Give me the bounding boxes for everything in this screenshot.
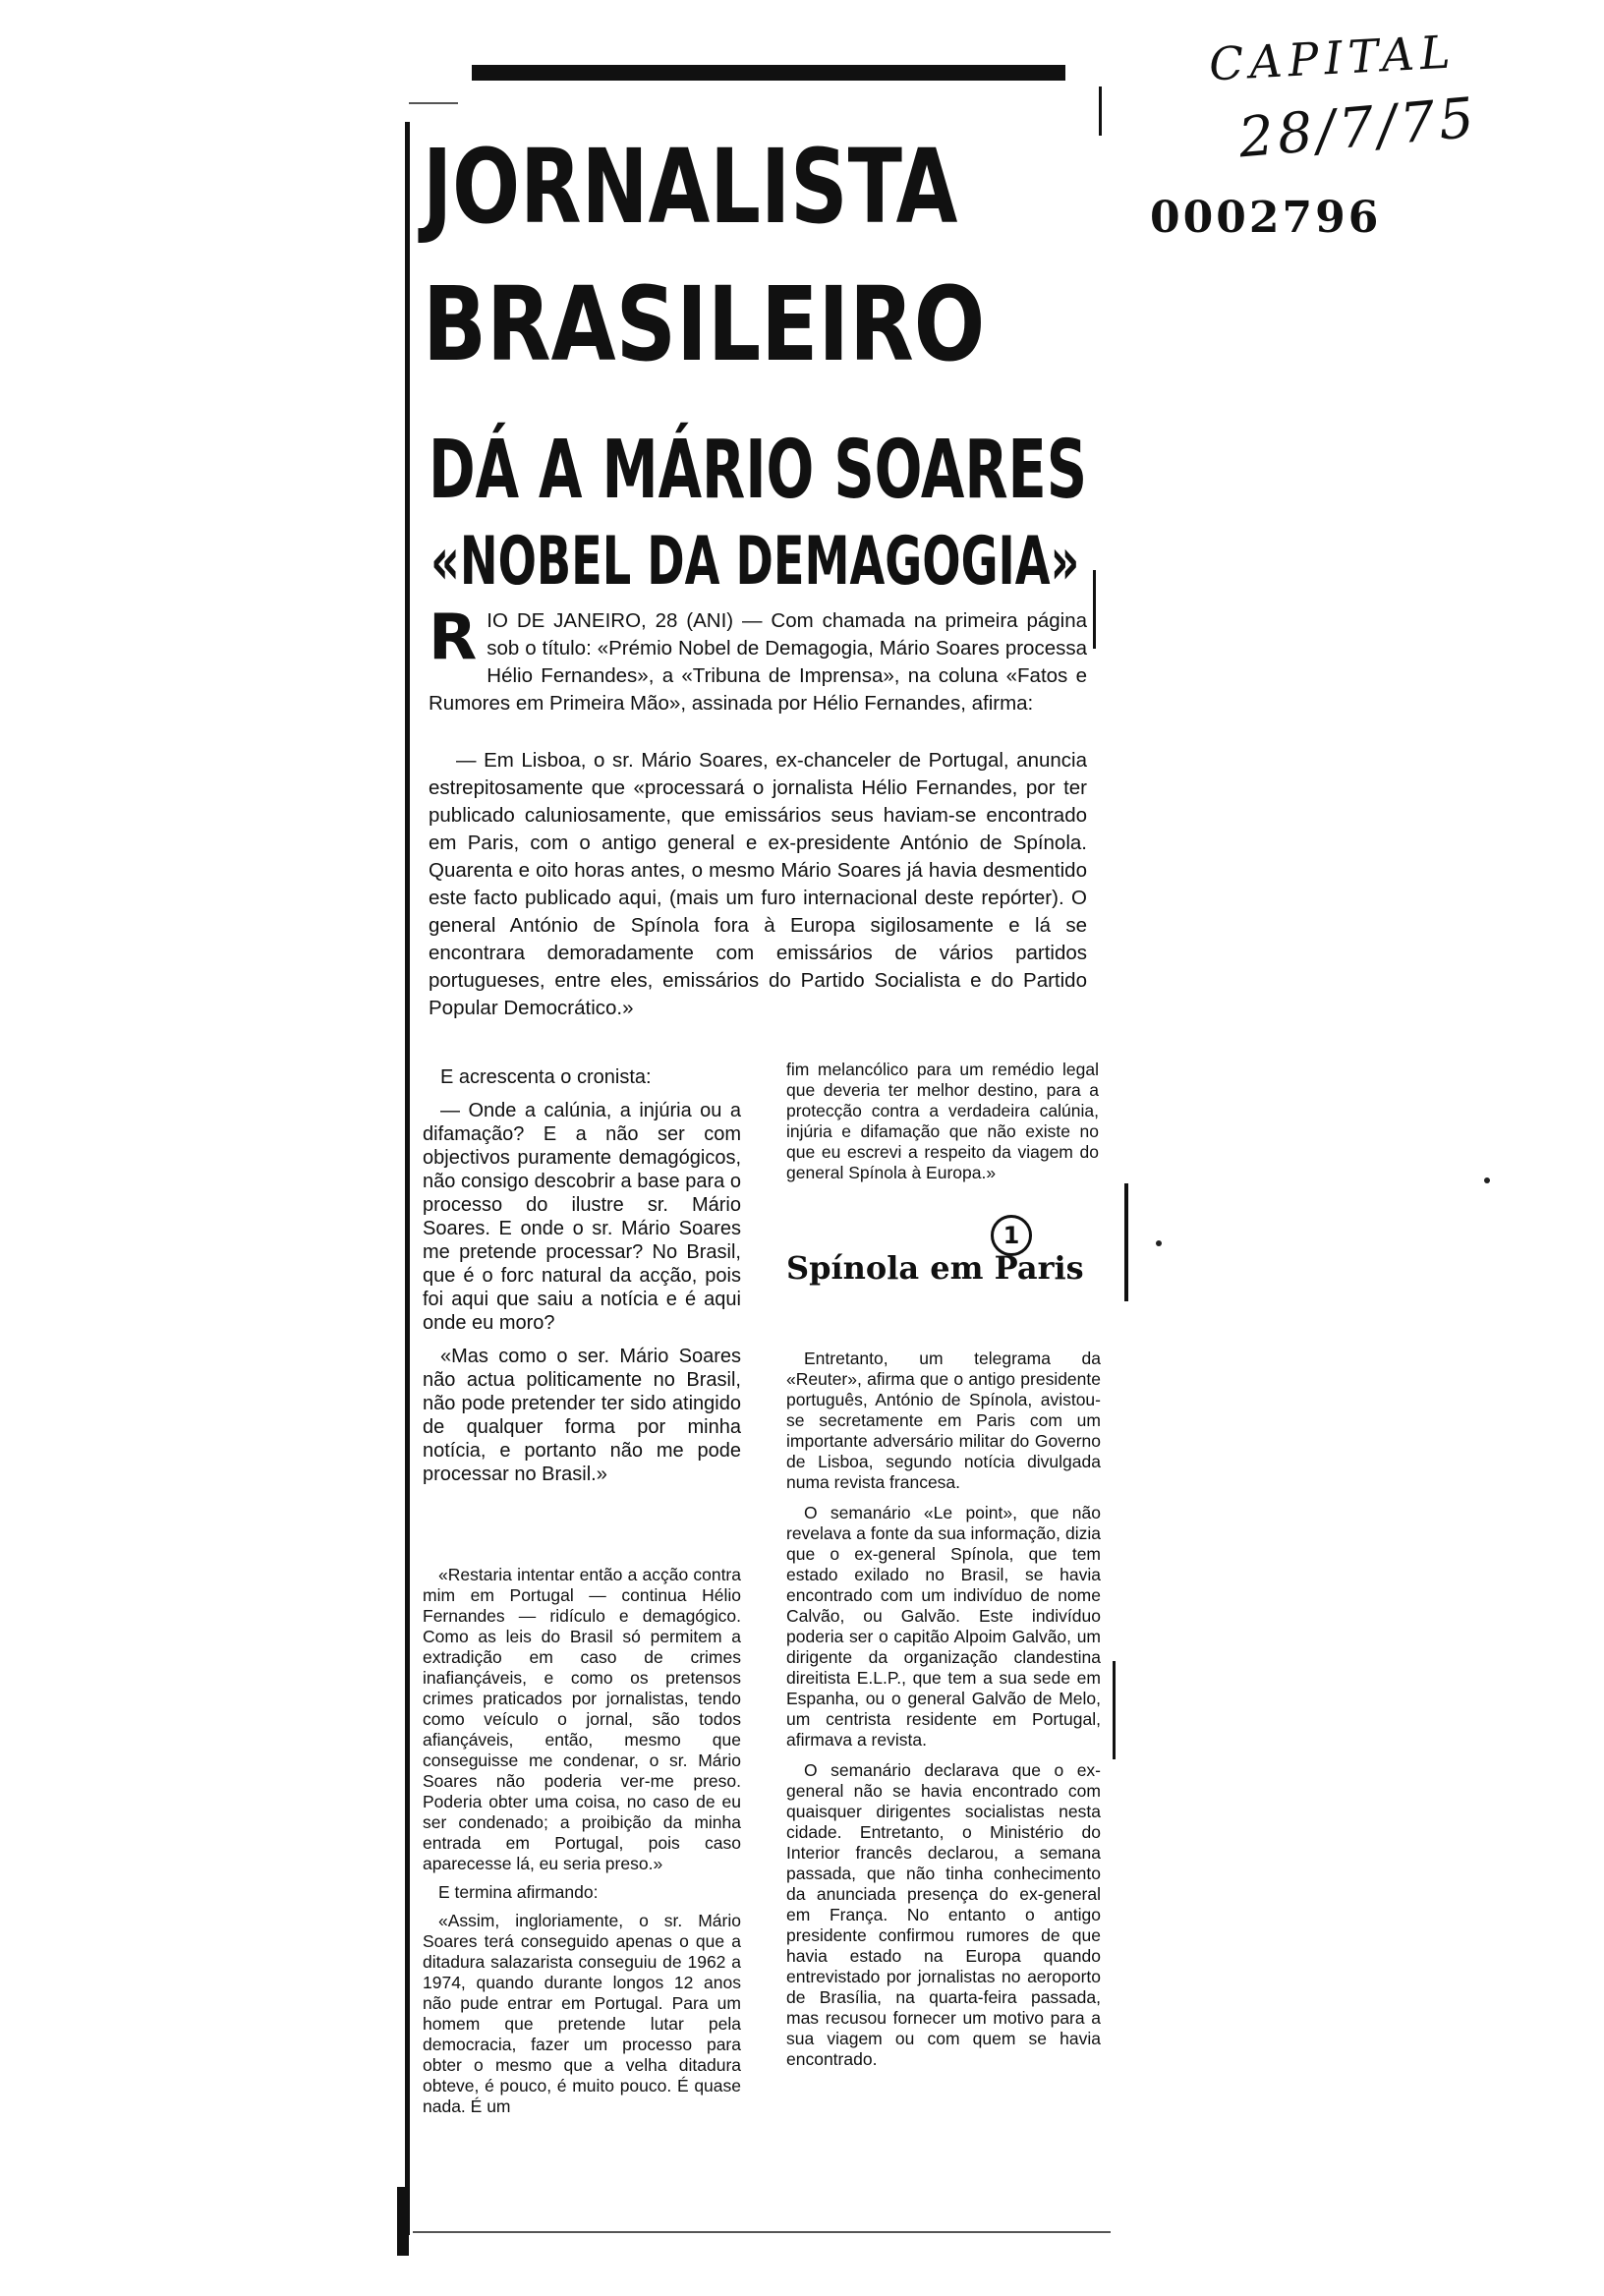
quote-paragraph: — Em Lisboa, o sr. Mário Soares, ex-chanceler de Portugal, anuncia estrepitosamente que «processará o jornalista Hélio Fernandes, por ter publicado caluniosamente, que emissários seus haviam-se encontrado em Paris, com o antigo general e ex-presidente António de Spínola. Quarenta e oito horas antes, o mesmo Mário Soares já havia desmentido este facto publicado aqui, (mais um furo internacional deste repórter). O general António de Spínola fora à Europa sigilosamente e lá se encontrara demoradamente com emissários de vários partidos portugueses, entre eles, emissários do Partido Socialista e do Partido Popular Democrático.» (429, 749, 1087, 1019)
paragraph: O semanário «Le point», que não revelava a fonte da sua informação, dizia que o ex-general Spínola, que tem estado exilado no Brasil, se havia encontrado com um indivíduo de nome Calvão, ou Galvão. Este indivíduo poderia ser o capitão Alpoim Galvão, um dirigente da organização clandestina direitista E.L.P., que tem a sua sede em Espanha, ou o general Galvão de Melo, um centrista residente em Portugal, afirmava a revista. (786, 1503, 1101, 1750)
scan-speck (1156, 1240, 1162, 1246)
headline-line-3: DÁ A MÁRIO SOARES (429, 424, 1088, 517)
paragraph: E acrescenta o cronista: (440, 1066, 652, 1088)
paragraph: Entretanto, um telegrama da «Reuter», afirma que o antigo presidente português, António de Spínola, avistou-se secretamente em Paris com um importante adversário militar do Governo de Lisboa, segundo notícia divulgada numa revista francesa. (786, 1349, 1101, 1492)
paragraph: «Mas como o ser. Mário Soares não actua politicamente no Brasil, não pode pretender ter sido atingido de qualquer forma por minha notícia, e portanto não me pode processar no Brasil.» (423, 1346, 741, 1485)
drop-cap: R (429, 602, 478, 674)
headline-side-rule (1099, 86, 1102, 136)
paragraph: — Onde a calúnia, a injúria ou a difamação? E a não ser com objectivos puramente demagógicos, não consigo descobrir a base para o processo do ilustre sr. Mário Soares. E onde o sr. Mário Soares me pretende processar? No Brasil, que é o forc natural da acção, pois foi aqui que saiu a notícia e é aqui onde eu moro? (423, 1100, 741, 1334)
intro-side-rule (1093, 570, 1096, 649)
intro-text: IO DE JANEIRO, 28 (ANI) — Com chamada na primeira página sob o título: «Prémio Nobel de Demagogia, Mário Soares processa Hélio Fernandes», a «Tribuna de Imprensa», na coluna «Fatos e Rumores em Primeira Mão», assinada por Hélio Fernandes, afirma: (429, 609, 1087, 715)
top-rule (472, 65, 1065, 81)
paragraph: «Assim, ingloriamente, o sr. Mário Soares terá conseguido apenas o que a ditadura salazarista conseguiu de 1962 a 1974, quando durante longos 12 anos não pude entrar em Portugal. Para um homem que pretende lutar pela democracia, fazer um processo para obter o mesmo que a velha ditadura obteve, é pouco, é muito pouco. É quase nada. É um (423, 1911, 741, 2116)
headline-line-4: «NOBEL DA DEMAGOGIA» (430, 523, 1080, 601)
handwritten-source-note: CAPITAL (1207, 25, 1458, 91)
paragraph: O semanário declarava que o ex-general não se havia encontrado com quaisquer dirigentes socialistas nesta cidade. Entretanto, o Ministério do Interior francês declarou, a semana passada, que não tinha conhecimento da anunciada presença do ex-general em França. No entanto o antigo presidente confirmou rumores de que havia estado na Europa quando entrevistado por jornalistas no aeroporto de Brasília, na quarta-feira passada, mas recusou fornecer um motivo para a sua viagem ou com quem se havia encontrado. (786, 1760, 1101, 2069)
column-2-continued (786, 1349, 1101, 2080)
top-left-rule (409, 102, 458, 104)
column-1 (423, 1065, 741, 1496)
paragraph: E termina afirmando: (438, 1882, 599, 1902)
handwritten-date-note: 28/7/75 (1235, 86, 1481, 171)
left-margin-rule-end (397, 2187, 409, 2256)
left-margin-rule (405, 122, 410, 2235)
column-side-rule-lower (1113, 1661, 1116, 1759)
paragraph: «Restaria intentar então a acção contra mim em Portugal — continua Hélio Fernandes — ridículo e demagógico. Como as leis do Brasil só permitem a extradição em caso de crimes inafiançáveis, e como os pretensos crimes praticados por jornalistas, tendo como veículo o jornal, são todos afiançáveis, então, mesmo que conseguisse me condenar, o sr. Mário Soares não poderia ver-me preso. Poderia obter uma coisa, no caso de eu ser condenado; a proibição da minha entrada em Portugal, pois caso aparecesse lá, eu seria preso.» (423, 1565, 741, 1873)
column-1-continued (423, 1565, 741, 2125)
headline-line-2: BRASILEIRO (423, 264, 986, 384)
subhead: Spínola em Paris (786, 1249, 1084, 1287)
scan-speck (1484, 1177, 1490, 1183)
column-2 (786, 1060, 1099, 1183)
handwritten-archive-number: 0002796 (1150, 193, 1382, 243)
paragraph: fim melancólico para um remédio legal que deveria ter melhor destino, para a protecção contra a verdadeira calúnia, injúria e difamação que não existe no que eu escrevi a respeito da viagem do general Spínola à Europa.» (786, 1060, 1099, 1182)
article-intro (429, 602, 1087, 718)
circled-number-mark: 1 (991, 1215, 1032, 1256)
article-quote (429, 747, 1087, 1022)
column-side-rule (1124, 1183, 1128, 1301)
headline-line-1: JORNALISTA (423, 127, 958, 247)
bottom-rule (413, 2231, 1111, 2233)
